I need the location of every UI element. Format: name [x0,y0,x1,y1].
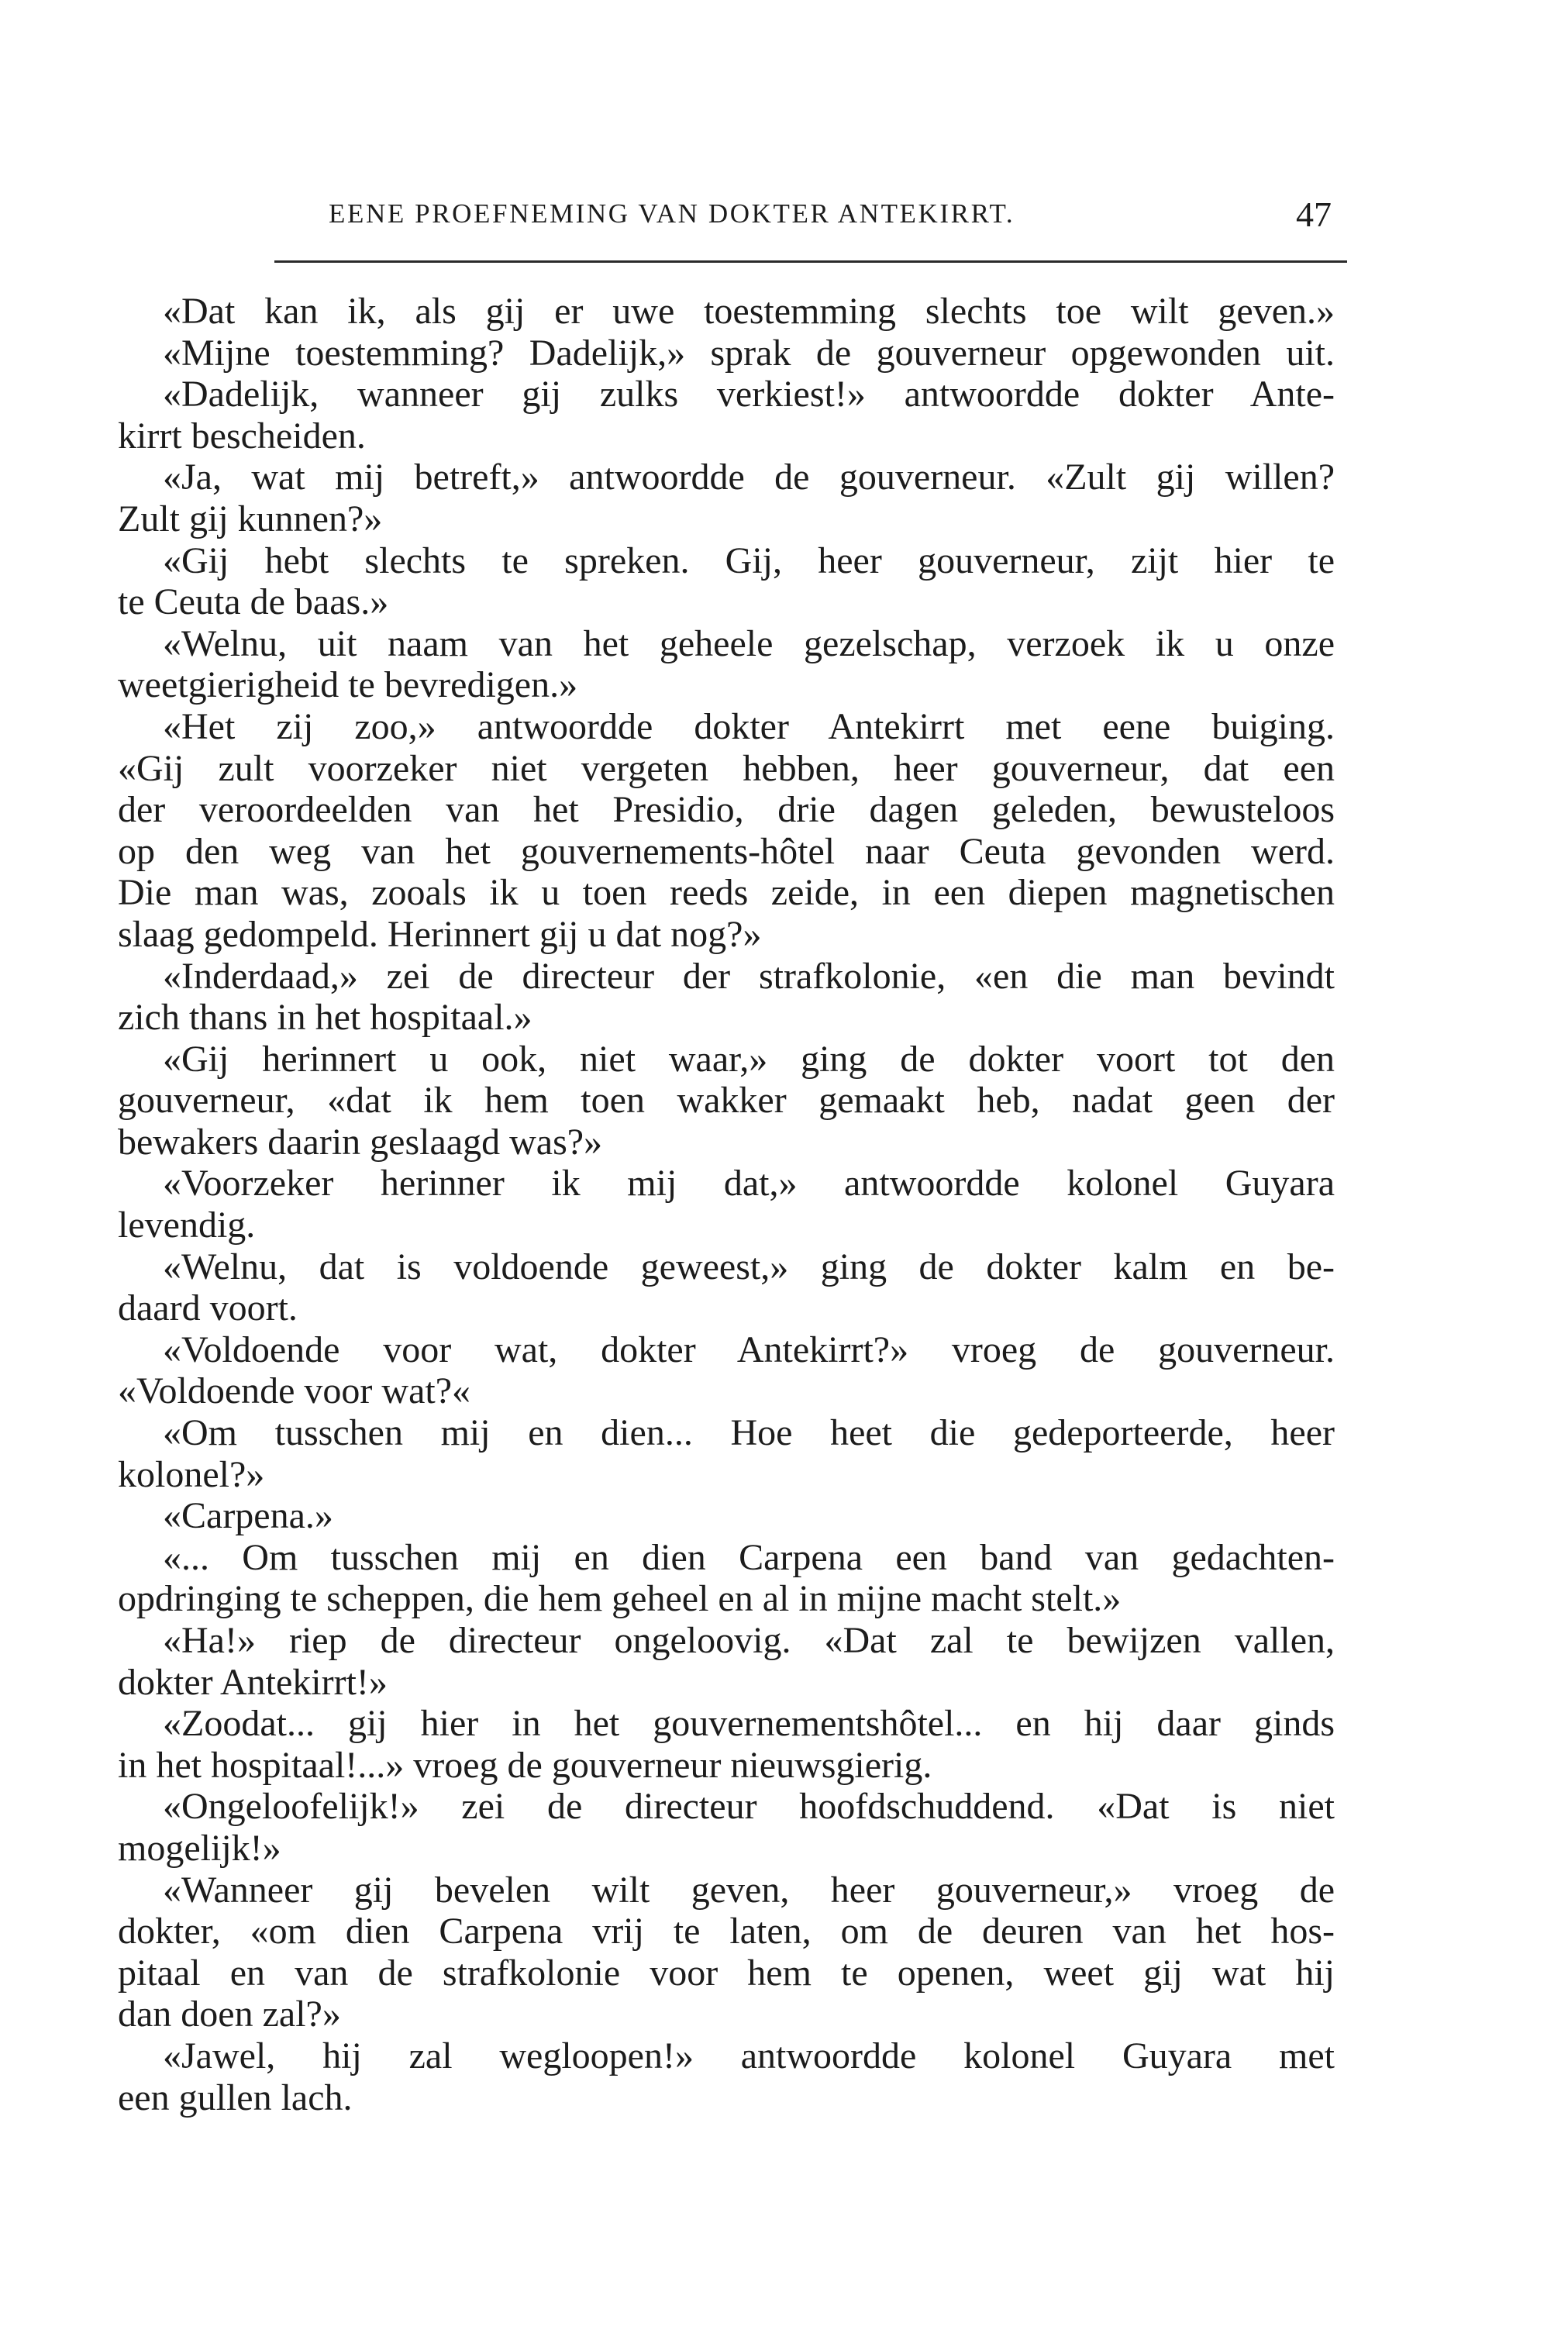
text-line: «Voldoende voor wat, dokter Antekirrt?» vroeg de gouverneur. [163,1329,1335,1370]
text-line: «Ongeloofelijk!» zei de directeur hoofdschuddend. «Dat is niet [163,1786,1335,1828]
text-line: pitaal en van de strafkolonie voor hem te openen, weet gij wat hij [118,1952,1335,1994]
text-line: «Mijne toestemming? Dadelijk,» sprak de gouverneur opgewonden uit. [163,332,1335,374]
text-line: «Voldoende voor wat?« [118,1370,471,1412]
text-line: «Dadelijk, wanneer gij zulks verkiest!» antwoordde dokter Ante- [163,374,1335,415]
text-line: levendig. [118,1204,256,1246]
text-line: kirrt bescheiden. [118,415,366,457]
text-line: «Ha!» riep de directeur ongeloovig. «Dat zal te bewijzen vallen, [163,1620,1335,1661]
text-line: daard voort. [118,1287,298,1329]
text-line: «Welnu, uit naam van het geheele gezelschap, verzoek ik u onze [163,622,1335,664]
text-line: «Voorzeker herinner ik mij dat,» antwoordde kolonel Guyara [163,1163,1335,1204]
text-line: dokter, «om dien Carpena vrij te laten, om de deuren van het hos- [118,1911,1335,1952]
text-line: Die man was, zooals ik u toen reeds zeide, in een diepen magnetischen [118,872,1335,914]
text-line: «Het zij zoo,» antwoordde dokter Antekirrt met eene buiging. [163,705,1335,747]
text-line: «Gij zult voorzeker niet vergeten hebben, heer gouverneur, dat een [118,747,1335,789]
text-line: «Ja, wat mij betreft,» antwoordde de gouverneur. «Zult gij willen? [163,457,1335,498]
text-line: «Om tusschen mij en dien... Hoe heet die gedeporteerde, heer [163,1412,1335,1454]
text-line: dan doen zal?» [118,1994,341,2035]
text-line: der veroordeelden van het Presidio, drie dagen geleden, bewusteloos [118,789,1335,831]
text-line: «Dat kan ik, als gij er uwe toestemming slechts toe wilt geven.» [163,291,1335,332]
text-line: «Gij herinnert u ook, niet waar,» ging de dokter voort tot den [163,1038,1335,1080]
running-head [274,194,1347,242]
text-line: te Ceuta de baas.» [118,581,389,623]
text-line: in het hospitaal!...» vroeg de gouverneur nieuwsgierig. [118,1744,932,1786]
text-line: gouverneur, «dat ik hem toen wakker gemaakt heb, nadat geen der [118,1080,1335,1122]
text-line: «Welnu, dat is voldoende geweest,» ging de dokter kalm en be- [163,1246,1335,1287]
text-line: «Inderdaad,» zei de directeur der strafkolonie, «en die man bevindt [163,955,1335,997]
running-title: EENE PROEFNEMING VAN DOKTER ANTEKIRRT. [329,198,1015,229]
text-line: «Zoodat... gij hier in het gouvernementshôtel... en hij daar ginds [163,1703,1335,1745]
text-line: Zult gij kunnen?» [118,498,383,539]
text-line: weetgierigheid te bevredigen.» [118,664,578,706]
text-line: zich thans in het hospitaal.» [118,997,532,1039]
text-line: «Wanneer gij bevelen wilt geven, heer gouverneur,» vroeg de [163,1869,1335,1911]
text-line: kolonel?» [118,1453,265,1495]
text-line: bewakers daarin geslaagd was?» [118,1121,603,1163]
text-line: «... Om tusschen mij en dien Carpena een band van gedachten- [163,1536,1335,1578]
text-line: «Carpena.» [163,1495,333,1537]
text-line: dokter Antekirrt!» [118,1661,388,1703]
text-line: op den weg van het gouvernements-hôtel naar Ceuta gevonden werd. [118,830,1335,872]
text-line: «Jawel, hij zal wegloopen!» antwoordde kolonel Guyara met [163,2035,1335,2076]
text-line: een gullen lach. [118,2076,353,2118]
text-line: opdringing te scheppen, die hem geheel en al in mijne macht stelt.» [118,1578,1122,1620]
text-line: slaag gedompeld. Herinnert gij u dat nog?» [118,913,762,955]
body-text [118,291,1335,2118]
header-rule [274,260,1347,263]
text-line: mogelijk!» [118,1827,281,1869]
page-number: 47 [1296,195,1332,234]
text-line: «Gij hebt slechts te spreken. Gij, heer gouverneur, zijt hier te [163,539,1335,581]
